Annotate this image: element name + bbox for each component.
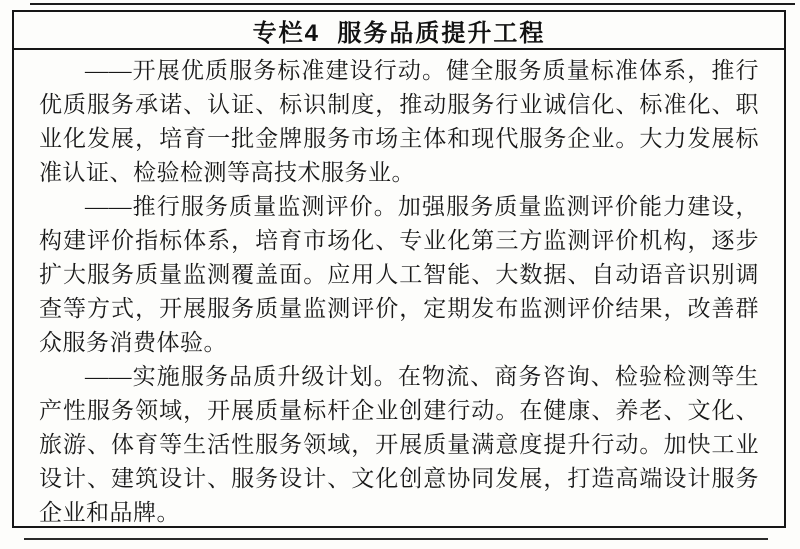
- top-divider-line: [30, 3, 795, 5]
- paragraph-quality-monitoring: ——推行服务质量监测评价。加强服务质量监测评价能力建设，构建评价指标体系，培育市场化、专业化第三方监测评价机构，逐步扩大服务质量监测覆盖面。应用人工智能、大数据、自动语音识别调查等方式，开展服务质量监测评价，定期发布监测评价结果，改善群众服务消费体验。: [39, 194, 759, 355]
- paragraph-quality-upgrade-plan: ——实施服务品质升级计划。在物流、商务咨询、检验检测等生产性服务领域，开展质量标杆企业创建行动。在健康、养老、文化、旅游、体育等生活性服务领域，开展质量满意度提升行动。加快工业设计、建筑设计、服务设计、文化创意协同发展，打造高端设计服务企业和品牌。: [39, 364, 759, 525]
- column-box-title: 专栏4 服务品质提升工程: [252, 19, 546, 47]
- column-box-body: [14, 50, 784, 528]
- column-box-title-bar: [14, 12, 784, 50]
- column-4-box: [12, 10, 786, 528]
- bottom-divider-line: [24, 538, 768, 540]
- paragraph-standards-action: ——开展优质服务标准建设行动。健全服务质量标准体系，推行优质服务承诺、认证、标识制度，推动服务行业诚信化、标准化、职业化发展，培育一批金牌服务市场主体和现代服务企业。大力发展标准认证、检验检测等高技术服务业。: [39, 58, 759, 185]
